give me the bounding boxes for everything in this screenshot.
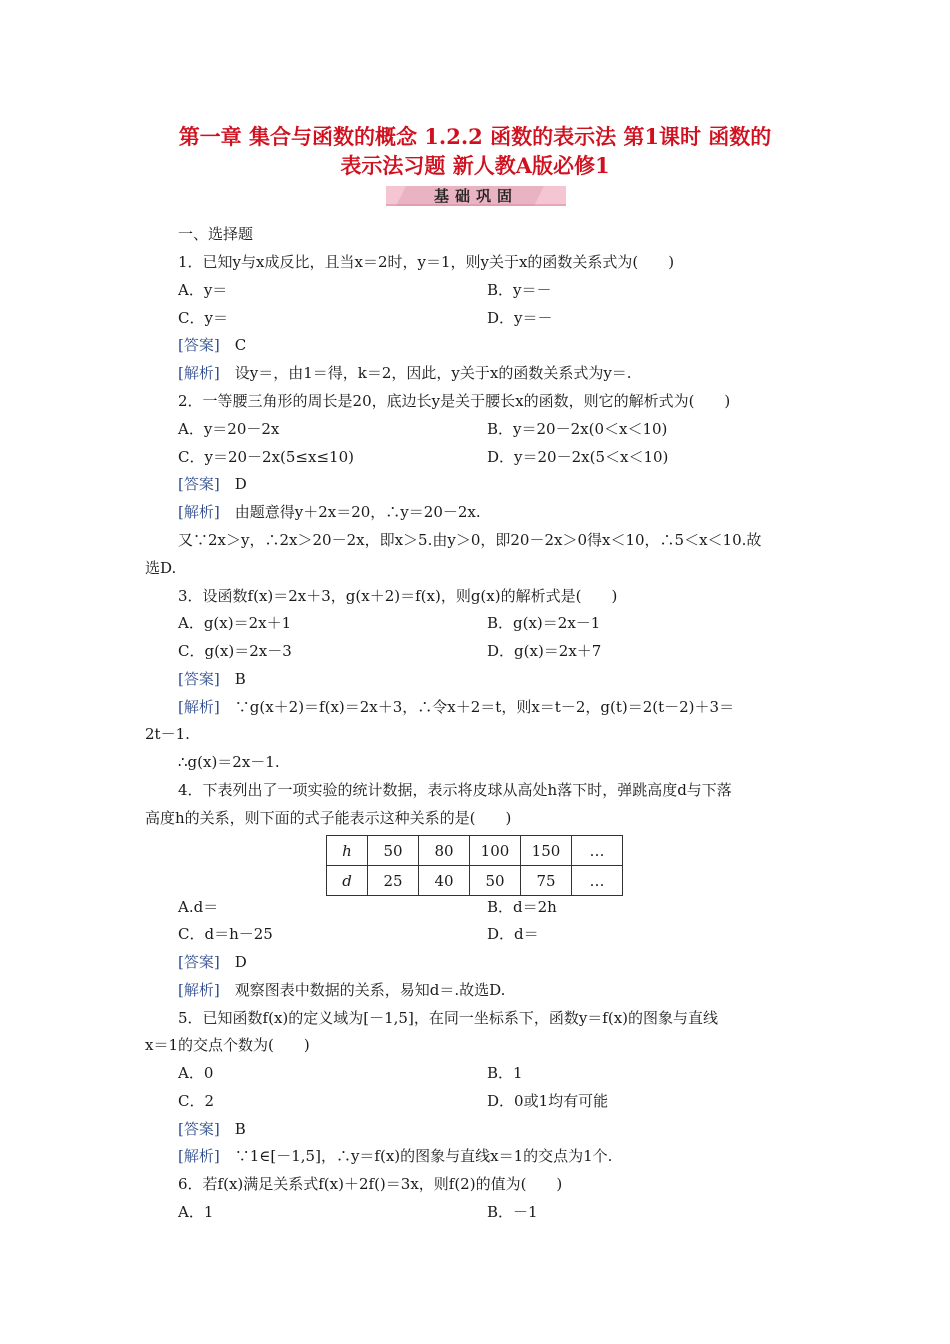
analysis-label: [解析] — [178, 1147, 220, 1165]
table-cell: 50 — [470, 866, 521, 896]
answer-label: [答案] — [178, 670, 220, 688]
q4-analysis: 观察图表中数据的关系，易知d＝.故选D. — [234, 981, 506, 999]
q5-option-b: B．1 — [487, 1064, 523, 1082]
q4-analysis-row — [178, 980, 505, 1000]
analysis-label: [解析] — [178, 364, 220, 382]
analysis-label: [解析] — [178, 981, 220, 999]
q1-option-a: A．y＝ — [178, 281, 228, 299]
q5-answer-row — [178, 1119, 246, 1139]
q5-stem-line-2: x＝1的交点个数为( ) — [145, 1036, 310, 1054]
q1-answer: C — [234, 336, 247, 354]
table-cell: 40 — [419, 866, 470, 896]
q3-analysis-cont-2: ∴g(x)＝2x－1. — [178, 753, 280, 771]
table-cell: 75 — [521, 866, 572, 896]
q2-stem: 2．一等腰三角形的周长是20，底边长y是关于腰长x的函数，则它的解析式为( ) — [178, 392, 731, 410]
data-table — [326, 835, 623, 896]
table-cell: 50 — [368, 836, 419, 866]
q5-option-a: A．0 — [178, 1064, 214, 1082]
q4-option-d: D．d＝ — [487, 925, 539, 943]
q1-answer-row — [178, 335, 246, 355]
q1-option-d: D．y＝－ — [487, 309, 553, 327]
table-cell: 100 — [470, 836, 521, 866]
q2-analysis-cont-2: 选D. — [145, 559, 177, 577]
q4-option-c: C．d＝h－25 — [178, 925, 273, 943]
q2-option-c: C．y＝20－2x(5≤x≤10) — [178, 448, 354, 466]
q1-analysis: 设y＝，由1＝得，k＝2，因此，y关于x的函数关系式为y＝. — [234, 364, 632, 382]
q5-stem-line-1: 5．已知函数f(x)的定义域为[－1,5]，在同一坐标系下，函数y＝f(x)的图象与直线 — [178, 1009, 719, 1027]
q4-option-a: A.d＝ — [178, 898, 219, 916]
q4-option-b: B．d＝2h — [487, 898, 557, 916]
q4-stem-line-2: 高度h的关系，则下面的式子能表示这种关系的是( ) — [145, 809, 512, 827]
table-cell: 80 — [419, 836, 470, 866]
answer-label: [答案] — [178, 475, 220, 493]
q5-answer: B — [234, 1120, 246, 1138]
q3-option-d: D．g(x)＝2x＋7 — [487, 642, 602, 660]
q2-analysis-row — [178, 502, 481, 522]
q5-analysis: ∵1∈[－1,5]，∴y＝f(x)的图象与直线x＝1的交点为1个. — [234, 1147, 613, 1165]
table-cell: 25 — [368, 866, 419, 896]
q1-option-c: C．y＝ — [178, 309, 228, 327]
analysis-label: [解析] — [178, 503, 220, 521]
q3-stem: 3．设函数f(x)＝2x＋3，g(x＋2)＝f(x)，则g(x)的解析式是( ) — [178, 587, 618, 605]
table-cell: … — [572, 836, 623, 866]
answer-label: [答案] — [178, 953, 220, 971]
q2-option-a: A．y＝20－2x — [178, 420, 280, 438]
q2-option-d: D．y＝20－2x(5＜x＜10) — [487, 448, 669, 466]
q3-answer: B — [234, 670, 246, 688]
q3-analysis: ∵g(x＋2)＝f(x)＝2x＋3，∴令x＋2＝t，则x＝t－2，g(t)＝2(t－2)＋3＝ — [234, 698, 735, 716]
answer-label: [答案] — [178, 336, 220, 354]
table-row — [327, 836, 623, 866]
banner-label: 基础巩固 — [433, 187, 518, 205]
table-cell: 150 — [521, 836, 572, 866]
title-line-2: 表示法习题 新人教A版必修1 — [340, 153, 610, 178]
q3-analysis-cont-1: 2t－1. — [145, 725, 190, 743]
q4-stem-line-1: 4．下表列出了一项实验的统计数据，表示将皮球从高处h落下时，弹跳高度d与下落 — [178, 781, 732, 799]
title-line-1: 第一章 集合与函数的概念 1.2.2 函数的表示法 第1课时 函数的 — [178, 124, 772, 149]
table-row — [327, 866, 623, 896]
table-cell: h — [327, 836, 368, 866]
q6-option-b: B．－1 — [487, 1203, 538, 1221]
q2-analysis: 由题意得y＋2x＝20，∴y＝20－2x. — [234, 503, 481, 521]
q4-answer: D — [234, 953, 247, 971]
q3-option-c: C．g(x)＝2x－3 — [178, 642, 292, 660]
q3-answer-row — [178, 669, 246, 689]
q2-option-b: B．y＝20－2x(0＜x＜10) — [487, 420, 668, 438]
answer-label: [答案] — [178, 1120, 220, 1138]
q2-answer-row — [178, 474, 247, 494]
page-title — [100, 122, 850, 180]
q5-option-d: D．0或1均有可能 — [487, 1092, 609, 1110]
q5-analysis-row — [178, 1146, 612, 1166]
section-heading: 一、选择题 — [178, 225, 254, 243]
q6-option-a: A．1 — [178, 1203, 214, 1221]
q4-answer-row — [178, 952, 247, 972]
q5-option-c: C．2 — [178, 1092, 215, 1110]
q6-stem: 6．若f(x)满足关系式f(x)＋2f()＝3x，则f(2)的值为( ) — [178, 1175, 563, 1193]
q1-stem: 1．已知y与x成反比，且当x＝2时，y＝1，则y关于x的函数关系式为( ) — [178, 253, 675, 271]
section-banner — [386, 184, 566, 208]
q3-analysis-row — [178, 697, 734, 717]
q3-option-a: A．g(x)＝2x＋1 — [178, 614, 292, 632]
q2-answer: D — [234, 475, 247, 493]
q1-analysis-row — [178, 363, 632, 383]
table-cell: d — [327, 866, 368, 896]
q2-analysis-cont-1: 又∵2x＞y，∴2x＞20－2x，即x＞5.由y＞0，即20－2x＞0得x＜10，∴5＜x＜10.故 — [178, 531, 762, 549]
table-cell: … — [572, 866, 623, 896]
q1-option-b: B．y＝－ — [487, 281, 552, 299]
q3-option-b: B．g(x)＝2x－1 — [487, 614, 601, 632]
analysis-label: [解析] — [178, 698, 220, 716]
